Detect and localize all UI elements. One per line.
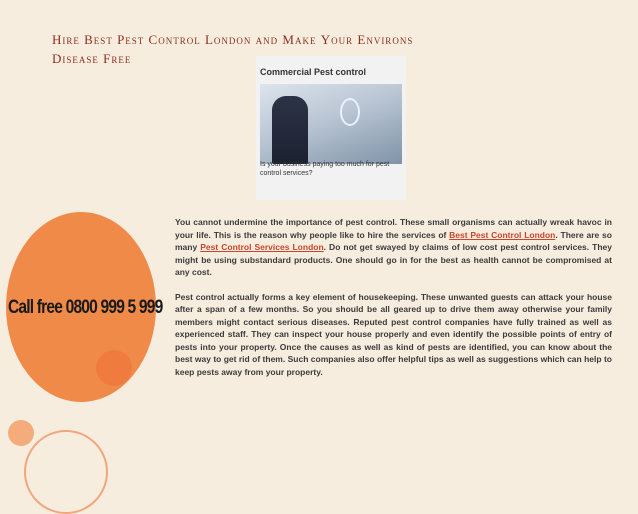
- paragraph-1: [175, 216, 612, 279]
- pest-control-services-london-link[interactable]: Pest Control Services London: [200, 242, 324, 252]
- body-text: [175, 216, 612, 390]
- technician-figure: [272, 96, 308, 164]
- advert-image: [256, 56, 406, 200]
- advert-heading-text: Commercial Pest control: [260, 67, 367, 77]
- title-word: Your: [320, 32, 354, 47]
- paragraph-1-text-c: . Do not get swayed by claims of low cost pest control services. They might be using substandard products. One should go in for the best as health cannot be compromised at any cost.: [175, 242, 612, 277]
- advert-photo: [260, 84, 402, 164]
- title-word: Free: [103, 51, 132, 66]
- best-pest-control-london-link[interactable]: Best Pest Control London: [449, 229, 556, 240]
- paragraph-1-text-a: You cannot undermine the importance of pest control. These small organisms can actually wreak havoc in your life. This is the reason why people like to hire the services of: [175, 217, 612, 240]
- title-word: Control: [148, 32, 201, 47]
- title-line-1: [52, 30, 592, 49]
- title-word: and: [255, 32, 279, 47]
- call-free-callout: Call free 0800 999 5 999: [8, 297, 163, 318]
- title-word: Best: [84, 32, 113, 47]
- paragraph-2: Pest control actually forms a key element of housekeeping. These unwanted guests can attack your house after a span of a few months. So you should be all geared up to drive them away otherwise your family members might contact serious diseases. Reputed pest control companies have fully trained as well as experienced staff. They can inspect your house properly and even identify the possible points of entry of pests into your property. Once the causes as well as kind of pests are identified, you can know about the best way to get rid of them. Such companies also offer helpful tips as well as suggestions which can help to keep pests away from your property.: [175, 291, 612, 377]
- title-word: London: [204, 32, 252, 47]
- decorative-ring: [24, 430, 108, 514]
- title-word: Pest: [117, 32, 145, 47]
- title-word: Make: [282, 32, 317, 47]
- advert-heading: [260, 62, 402, 82]
- title-word: Hire: [52, 32, 80, 47]
- ceiling-lamp-icon: [340, 98, 360, 126]
- paragraph-1-text-b: . There are so many: [175, 229, 612, 252]
- title-word: Disease: [52, 51, 99, 66]
- decorative-circle-small: [8, 420, 34, 446]
- advert-caption: Is your business paying too much for pest control services?: [260, 161, 390, 177]
- decorative-circle-orange: [96, 350, 132, 386]
- title-word: Environs: [357, 32, 414, 47]
